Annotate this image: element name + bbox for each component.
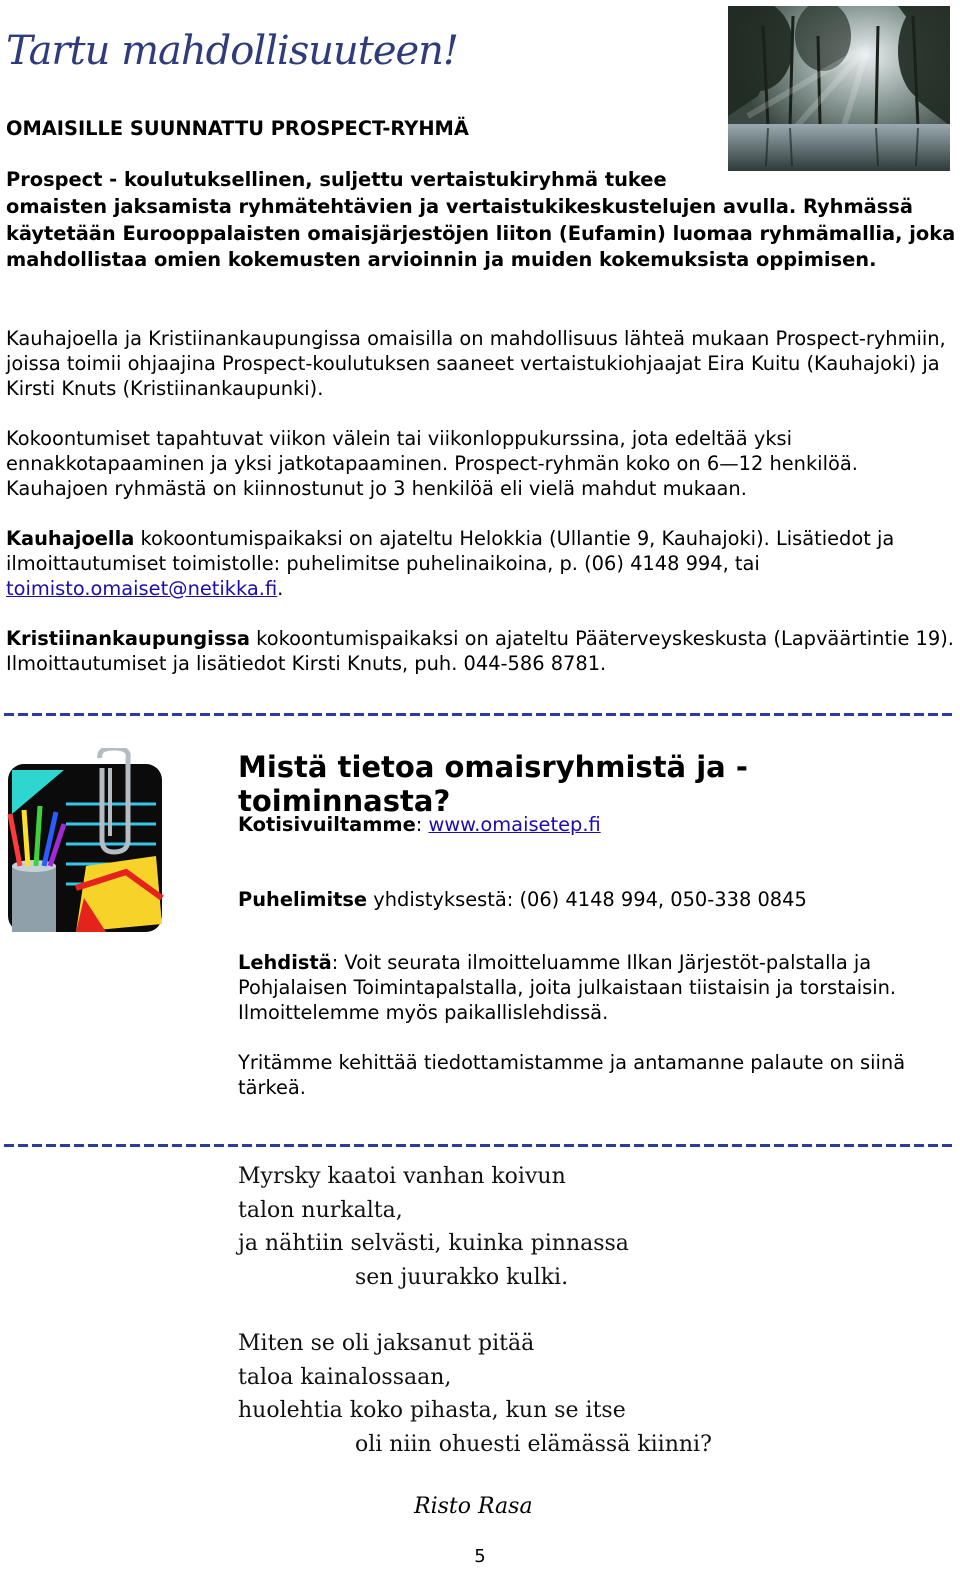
place-label: Kristiinankaupungissa xyxy=(6,627,251,650)
dashed-divider xyxy=(4,713,956,716)
info-heading: Mistä tietoa omaisryhmistä ja -toiminnasta? xyxy=(238,750,748,818)
paragraph-text: kokoontumispaikaksi on ajateltu Pääterveyskeskusta (Lapväärtintie 19). Ilmoittautumiset ja lisätiedot Kirsti Knuts, puh. 044-586 8781. xyxy=(6,627,954,675)
section-heading: OMAISILLE SUUNNATTU PROSPECT-RYHMÄ xyxy=(6,117,469,140)
paragraph-end: . xyxy=(277,577,284,600)
phone-label: Puhelimitse xyxy=(238,888,368,911)
paragraph-kauhajoki xyxy=(6,526,956,601)
poem-line: huolehtia koko pihasta, kun se itse xyxy=(238,1398,626,1423)
poem-line: Miten se oli jaksanut pitää xyxy=(238,1331,535,1356)
intro-line: Prospect - koulutuksellinen, suljettu vertaistukiryhmä tukee xyxy=(6,168,667,191)
poem-line: Myrsky kaatoi vanhan koivun xyxy=(238,1164,566,1189)
poem-stanza-1 xyxy=(238,1160,629,1294)
phone-text: yhdistyksestä: (06) 4148 994, 050-338 0845 xyxy=(367,888,807,911)
paragraph-groups: Kauhajoella ja Kristiinankaupungissa omaisilla on mahdollisuus lähteä mukaan Prospect-ryhmiin, joissa toimii ohjaajina Prospect-koulutuksen saaneet vertaistukiohjaajat Eira Kuitu (Kauhajoki) ja Kirsti Knuts (Kristiinankaupunki). xyxy=(6,327,946,400)
poem-author: Risto Rasa xyxy=(414,1494,533,1519)
feedback-paragraph: Yritämme kehittää tiedottamistamme ja antamanne palaute on siinä tärkeä. xyxy=(238,1051,906,1099)
press-paragraph xyxy=(238,950,953,1025)
poem-line: talon nurkalta, xyxy=(238,1197,403,1223)
paragraph-meetings: Kokoontumiset tapahtuvat viikon välein tai viikonloppukurssina, jota edeltää yksi ennakkotapaaminen ja yksi jatkotapaaminen. Prospect-ryhmän koko on 6—12 henkilöä. Kauhajoen ryhmästä on kiinnostunut jo 3 henkilöä eli vielä mahdut mukaan. xyxy=(6,427,858,500)
poem-line: sen juurakko kulki. xyxy=(355,1264,569,1290)
clipboard-clipart-icon xyxy=(6,748,164,936)
poem-line: oli niin ohuesti elämässä kiinni? xyxy=(355,1431,712,1457)
intro-text: omaisten jaksamista ryhmätehtävien ja vertaistukikeskustelujen avulla. Ryhmässä käytetään Eurooppalaisten omaisjärjestöjen liiton (Eufamin) luomaa ryhmämallia, joka mahdollistaa omien kokemusten arvioinnin ja muiden kokemuksista oppimisen. xyxy=(6,195,956,271)
press-text: : Voit seurata ilmoitteluamme Ilkan Järjestöt-palstalla ja Pohjalaisen Toimintapalstalla, joita julkaistaan tiistaisin ja torstaisin. Ilmoittelemme myös paikallislehdissä. xyxy=(238,951,897,1024)
email-link[interactable]: toimisto.omaiset@netikka.fi xyxy=(6,577,278,600)
place-label: Kauhajoella xyxy=(6,527,135,550)
page-number: 5 xyxy=(474,1546,486,1567)
poem-stanza-2 xyxy=(238,1327,712,1461)
page-title: Tartu mahdollisuuteen! xyxy=(6,28,459,74)
website-separator: : xyxy=(415,813,429,836)
poem-line: ja nähtiin selvästi, kuinka pinnassa xyxy=(238,1231,629,1256)
dashed-divider xyxy=(4,1144,956,1147)
phone-line xyxy=(238,887,953,912)
press-label: Lehdistä xyxy=(238,951,332,974)
website-link[interactable]: www.omaisetep.fi xyxy=(428,813,601,836)
website-label: Kotisivuiltamme xyxy=(238,813,416,836)
website-line xyxy=(238,812,953,837)
paragraph-text: kokoontumispaikaksi on ajateltu Helokkia (Ullantie 9, Kauhajoki). Lisätiedot ja ilmoittautumiset toimistolle: puhelimitse puhelinaikoina, p. (06) 4148 994, tai xyxy=(6,527,895,575)
poem-line: taloa kainalossaan, xyxy=(238,1364,452,1390)
paragraph-kristiinankaupunki xyxy=(6,626,956,676)
forest-photo xyxy=(728,6,950,171)
